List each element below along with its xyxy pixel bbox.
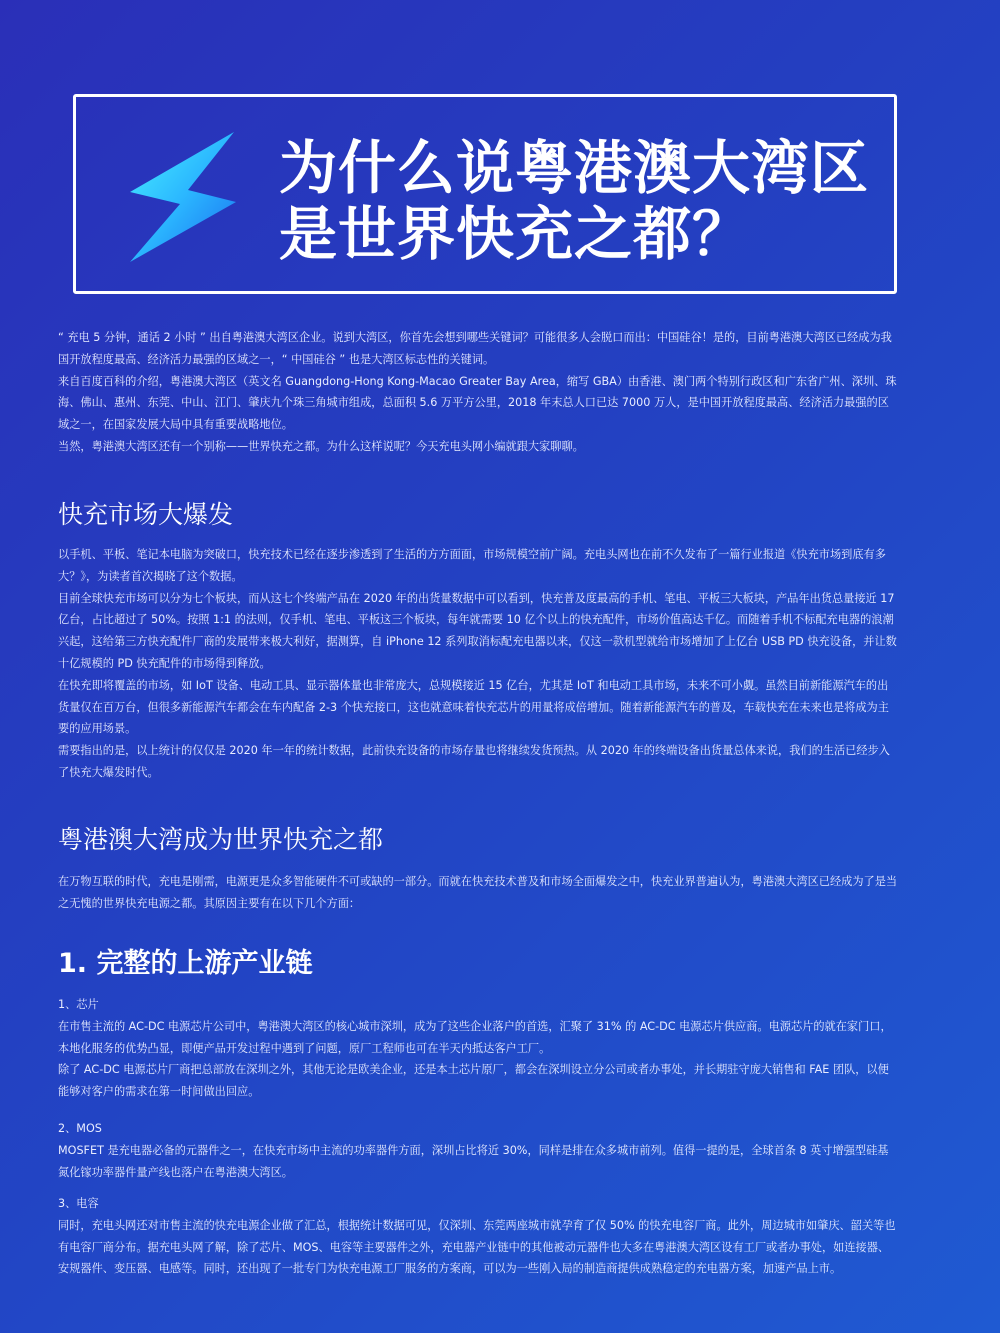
item-chips-paragraph-2: 除了 AC-DC 电源芯片厂商把总部放在深圳之外，其他无论是欧美企业，还是本土芯片原厂，都会在深圳设立分公司或者办事处，并长期驻守庞大销售和 FAE 团队，以便能够对客户的需求在第一时间做出回应。	[58, 1063, 889, 1099]
item-capacitors	[58, 1193, 898, 1280]
item-chips	[58, 994, 898, 1103]
intro-paragraph-2: 来自百度百科的介绍，粤港澳大湾区（英文名 Guangdong-Hong Kong-Macao Greater Bay Area，缩写 GBA）由香港、澳门两个特别行政区和广东省广州、深圳、珠海、佛山、惠州、东莞、中山、江门、肇庆九个珠三角城市组成，总面积 5.6 万平方公里，2018 年末总人口已达 7000 万人，是中国开放程度最高、经济活力最强的区域之一，在国家发展大局中具有重要战略地位。	[58, 374, 897, 432]
item-chips-paragraph-1: 在市售主流的 AC-DC 电源芯片公司中，粤港澳大湾区的核心城市深圳，成为了这些企业落户的首选，汇聚了 31% 的 AC-DC 电源芯片供应商。电源芯片的就在家门口，本地化服务的优势凸显，即便产品开发过程中遇到了问题，原厂工程师也可在半天内抵达客户工厂。	[58, 1019, 892, 1055]
section-heading-fast-charge-market: 快充市场大爆发	[58, 500, 234, 529]
title-box	[73, 94, 897, 294]
item-mos-paragraph-1: MOSFET 是充电器必备的元器件之一，在快充市场中主流的功率器件方面，深圳占比将近 30%，同样是排在众多城市前列。值得一提的是，全球首条 8 英寸增强型硅基氮化镓功率器件量产线也落户在粤港澳大湾区。	[58, 1143, 889, 1179]
item-label-chips: 1、芯片	[58, 998, 99, 1011]
section1-paragraph-4: 需要指出的是，以上统计的仅仅是 2020 年一年的统计数据，此前快充设备的市场存量也将继续发货预热。从 2020 年的终端设备出货量总体来说，我们的生活已经步入了快充大爆发时代。	[58, 744, 890, 779]
section-heading-upstream-chain: 1. 完整的上游产业链	[58, 948, 313, 979]
intro-section	[58, 327, 898, 458]
page-title	[279, 135, 869, 267]
section-fast-charge-market	[58, 544, 898, 784]
item-capacitors-paragraph-1: 同时，充电头网还对市售主流的快充电源企业做了汇总，根据统计数据可见，仅深圳、东莞两座城市就孕育了仅 50% 的快充电容厂商。此外，周边城市如肇庆、韶关等也有电容厂商分布。据充电头网了解，除了芯片、MOS、电容等主要器件之外，充电器产业链中的其他被动元器件也大多在粤港澳大湾区设有工厂或者办事处，如连接器、安规器件、变压器、电感等。同时，还出现了一批专门为快充电源工厂服务的方案商，可以为一些刚入局的制造商提供成熟稳定的充电器方案，加速产品上市。	[58, 1218, 896, 1276]
item-mos	[58, 1118, 898, 1183]
section1-paragraph-1: 以手机、平板、笔记本电脑为突破口，快充技术已经在逐步渗透到了生活的方方面面，市场规模空前广阔。充电头网也在前不久发布了一篇行业报道《快充市场到底有多大？》，为读者首次揭晓了这个数据。	[58, 548, 886, 583]
item-label-capacitors: 3、电容	[58, 1197, 99, 1210]
intro-paragraph-3: 当然，粤港澳大湾区还有一个别称——世界快充之都。为什么这样说呢？今天充电头网小编就跟大家聊聊。	[58, 439, 584, 453]
section1-paragraph-3: 在快充即将覆盖的市场，如 IoT 设备、电动工具、显示器体量也非常庞大，总规模接近 15 亿台，尤其是 IoT 和电动工具市场，未来不可小觑。虽然目前新能源汽车的出货量仅在百万台，但很多新能源汽车都会在车内配备 2-3 个快充接口，这也就意味着快充芯片的用量将成倍增加。随着新能源汽车的普及，车载快充在未来也是将成为主要的应用场景。	[58, 678, 889, 736]
item-label-mos: 2、MOS	[58, 1122, 102, 1135]
intro-paragraph-1: “ 充电 5 分钟，通话 2 小时 ” 出自粤港澳大湾区企业。说到大湾区，你首先会想到哪些关键词？可能很多人会脱口而出：中国硅谷！是的，目前粤港澳大湾区已经成为我国开放程度最高、经济活力最强的区域之一，“ 中国硅谷 ” 也是大湾区标志性的关键词。	[58, 331, 892, 366]
title-line-2: 是世界快充之都？	[279, 200, 752, 268]
section1-paragraph-2: 目前全球快充市场可以分为七个板块，而从这七个终端产品在 2020 年的出货量数据中可以看到，快充普及度最高的手机、笔电、平板三大板块，产品年出货总量接近 17 亿台，占比超过了 50%。按照 1:1 的法则，仅手机、笔电、平板这三个板块，每年就需要 10 亿个以上的快充配件，市场价值高达千亿。而随着手机不标配充电器的浪潮兴起，这给第三方快充配件厂商的发展带来极大利好，据测算，自 iPhone 12 系列取消标配充电器以来，仅这一款机型就给市场增加了上亿台 USB PD 快充设备，并让数十亿规模的 PD 快充配件的市场得到释放。	[58, 591, 897, 670]
lightning-s-logo-icon	[126, 132, 238, 262]
section2-paragraph-1: 在万物互联的时代，充电是刚需，电源更是众多智能硬件不可或缺的一部分。而就在快充技术普及和市场全面爆发之中，快充业界普遍认为，粤港澳大湾区已经成为了是当之无愧的世界快充电源之都。其原因主要有在以下几个方面：	[58, 875, 898, 910]
section-heading-gba-fast-charge-capital: 粤港澳大湾成为世界快充之都	[58, 825, 384, 854]
title-line-1: 为什么说粤港澳大湾区	[279, 134, 870, 202]
section-gba	[58, 871, 898, 915]
